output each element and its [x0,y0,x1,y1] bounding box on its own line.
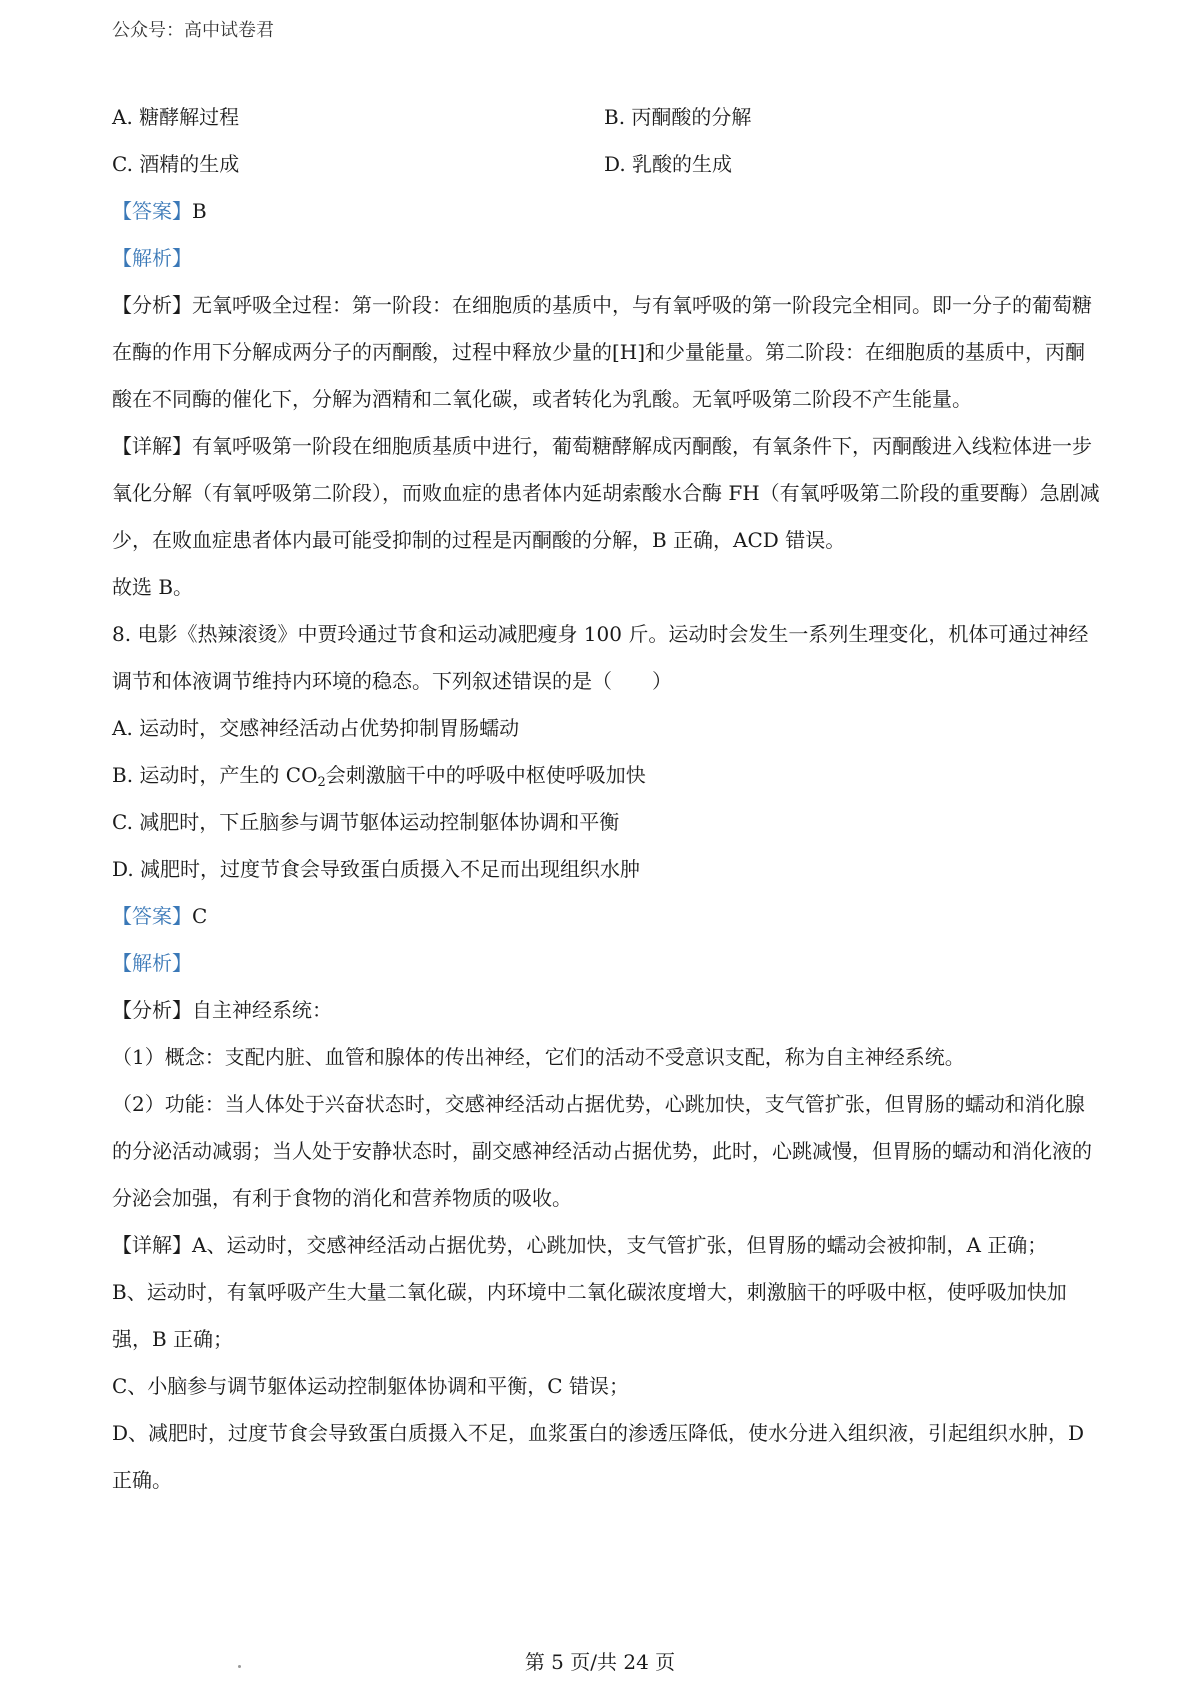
q8-option-a: A. 运动时，交感神经活动占优势抑制胃肠蠕动 [112,716,520,740]
q7-fenxi: 【分析】无氧呼吸全过程：第一阶段：在细胞质的基质中，与有氧呼吸的第一阶段完全相同。即一分子的葡萄糖在酶的作用下分解成两分子的丙酮酸，过程中释放少量的[H]和少量能量。第二阶段：在细胞质的基质中，丙酮酸在不同酶的催化下，分解为酒精和二氧化碳，或者转化为乳酸。无氧呼吸第二阶段不产生能量。 [112,293,1092,411]
answer-value: B [192,199,207,223]
q8-fenxi-1: （1）概念：支配内脏、血管和腺体的传出神经，它们的活动不受意识支配，称为自主神经系统。 [112,1045,965,1069]
q8-option-b [112,752,1102,799]
q8-xiangjie-d: D、减肥时，过度节食会导致蛋白质摄入不足，血浆蛋白的渗透压降低，使水分进入组织液，引起组织水肿，D 正确。 [112,1421,1085,1492]
q8-fenxi-2: （2）功能：当人体处于兴奋状态时，交感神经活动占据优势，心跳加快，支气管扩张，但胃肠的蠕动和消化腺的分泌活动减弱；当人处于安静状态时，副交感神经活动占据优势，此时，心跳减慢，但胃肠的蠕动和消化液的分泌会加强，有利于食物的消化和营养物质的吸收。 [112,1092,1092,1210]
q8-fenxi-title: 【分析】自主神经系统： [112,998,332,1022]
q7-options-row-1 [112,94,1102,141]
q8-xiangjie-a: 【详解】A、运动时，交感神经活动占据优势，心跳加快，支气管扩张，但胃肠的蠕动会被抑制，A 正确； [112,1233,1048,1257]
source-label: 公众号：高中试卷君 [112,20,274,41]
q7-options-row-2 [112,141,1102,188]
answer-tag: 【答案】 [112,904,192,928]
q7-answer [112,188,1102,235]
q8-option-b-post: 会刺激脑干中的呼吸中枢使呼吸加快 [325,763,646,787]
q8-analysis-tag: 【解析】 [112,951,192,975]
q8-xiangjie-b: B、运动时，有氧呼吸产生大量二氧化碳，内环境中二氧化碳浓度增大，刺激脑干的呼吸中枢，使呼吸加快加强，B 正确； [112,1280,1067,1351]
answer-value: C [192,904,208,928]
q7-option-b: B. 丙酮酸的分解 [604,105,752,129]
q8-answer [112,893,1102,940]
q8-option-c: C. 减肥时，下丘脑参与调节躯体运动控制躯体协调和平衡 [112,810,620,834]
q7-option-c: C. 酒精的生成 [112,152,240,176]
q8-option-b-pre: B. 运动时，产生的 CO [112,763,318,787]
q8-option-b-sub: 2 [317,775,326,790]
answer-tag: 【答案】 [112,199,192,223]
page-footer: 第 5 页/共 24 页 [524,1650,676,1674]
q8-xiangjie-c: C、小脑参与调节躯体运动控制躯体协调和平衡，C 错误； [112,1374,629,1398]
q7-option-a: A. 糖酵解过程 [112,105,240,129]
q7-conclusion: 故选 B。 [112,575,194,599]
q7-analysis-tag: 【解析】 [112,246,192,270]
q8-stem: 8. 电影《热辣滚烫》中贾玲通过节食和运动减肥瘦身 100 斤。运动时会发生一系列生理变化，机体可通过神经调节和体液调节维持内环境的稳态。下列叙述错误的是（ ） [112,622,1089,693]
q7-xiangjie: 【详解】有氧呼吸第一阶段在细胞质基质中进行，葡萄糖酵解成丙酮酸，有氧条件下，丙酮酸进入线粒体进一步氧化分解（有氧呼吸第二阶段），而败血症的患者体内延胡索酸水合酶 FH（有氧呼吸第二阶段的重要酶）急剧减少，在败血症患者体内最可能受抑制的过程是丙酮酸的分解，B 正确，ACD 错误。 [112,434,1100,552]
q7-option-d: D. 乳酸的生成 [604,152,733,176]
q8-option-d: D. 减肥时，过度节食会导致蛋白质摄入不足而出现组织水肿 [112,857,641,881]
page-content [112,94,1102,1504]
